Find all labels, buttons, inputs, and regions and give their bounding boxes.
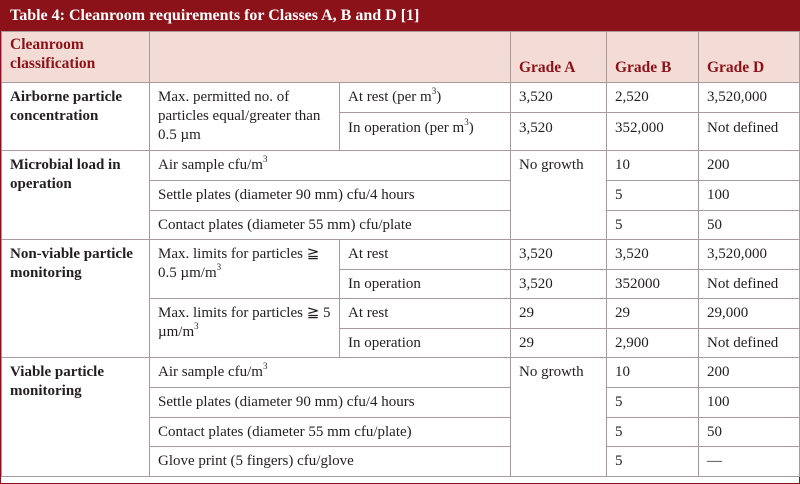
header-grade-d: Grade D (699, 32, 800, 83)
microbial-settle: Settle plates (diameter 90 mm) cfu/4 hours (150, 181, 511, 211)
nonviable-r4-a: 29 (511, 328, 607, 358)
cleanroom-requirements-table (1, 31, 800, 477)
nonviable-r1-b: 3,520 (607, 240, 699, 270)
table-row (2, 240, 800, 270)
table-title: Table 4: Cleanroom requirements for Classes A, B and D [1] (1, 1, 799, 31)
viable-settle-d: 100 (699, 388, 800, 418)
section-microbial-label: Microbial load in operation (2, 151, 150, 240)
viable-contact: Contact plates (diameter 55 mm cfu/plate) (150, 417, 511, 447)
viable-air-d: 200 (699, 358, 800, 388)
nonviable-r3-a: 29 (511, 299, 607, 329)
microbial-grade-a: No growth (511, 151, 607, 240)
viable-air: Air sample cfu/$m^3$ (150, 358, 511, 388)
nonviable-r2-d: Not defined (699, 269, 800, 299)
nonviable-r3-d: 29,000 (699, 299, 800, 329)
microbial-contact-d: 50 (699, 210, 800, 240)
section-nonviable-label: Non-viable particle monitoring (2, 240, 150, 358)
microbial-air-d: 200 (699, 151, 800, 181)
nonviable-r4-state: In operation (340, 328, 511, 358)
nonviable-r1-state: At rest (340, 240, 511, 270)
nonviable-r3-state: At rest (340, 299, 511, 329)
section-viable-label: Viable particle monitoring (2, 358, 150, 477)
microbial-settle-b: 5 (607, 181, 699, 211)
microbial-contact: Contact plates (diameter 55 mm) cfu/plate (150, 210, 511, 240)
nonviable-r4-b: 2,900 (607, 328, 699, 358)
microbial-air-b: 10 (607, 151, 699, 181)
airborne-op-a: 3,520 (511, 113, 607, 151)
header-classification: Cleanroom classification (2, 32, 150, 83)
viable-settle-b: 5 (607, 388, 699, 418)
airborne-desc: Max. permitted no. of particles equal/greater than 0.5 µm (150, 83, 340, 151)
microbial-settle-d: 100 (699, 181, 800, 211)
nonviable-desc-5: Max. limits for particles ≧ 5 $\mu m/m^3$ (150, 299, 340, 358)
header-blank (150, 32, 511, 83)
nonviable-r1-a: 3,520 (511, 240, 607, 270)
airborne-at-rest: At rest (per $m^3$) (340, 83, 511, 113)
microbial-air: Air sample cfu/$m^3$ (150, 151, 511, 181)
header-row (2, 32, 800, 83)
table-row (2, 151, 800, 181)
nonviable-r2-state: In operation (340, 269, 511, 299)
viable-contact-b: 5 (607, 417, 699, 447)
airborne-op-d: Not defined (699, 113, 800, 151)
airborne-rest-b: 2,520 (607, 83, 699, 113)
nonviable-r3-b: 29 (607, 299, 699, 329)
viable-settle: Settle plates (diameter 90 mm) cfu/4 hours (150, 388, 511, 418)
viable-glove-b: 5 (607, 447, 699, 477)
airborne-rest-a: 3,520 (511, 83, 607, 113)
viable-contact-d: 50 (699, 417, 800, 447)
airborne-rest-d: 3,520,000 (699, 83, 800, 113)
viable-glove-d: — (699, 447, 800, 477)
airborne-op-b: 352,000 (607, 113, 699, 151)
microbial-contact-b: 5 (607, 210, 699, 240)
airborne-in-operation: In operation (per $m^3$) (340, 113, 511, 151)
nonviable-r1-d: 3,520,000 (699, 240, 800, 270)
table-row (2, 358, 800, 388)
nonviable-desc-05: Max. limits for particles ≧ 0.5 $\mu m/m^3$ (150, 240, 340, 299)
header-grade-b: Grade B (607, 32, 699, 83)
viable-air-b: 10 (607, 358, 699, 388)
table-row (2, 83, 800, 113)
nonviable-r2-b: 352000 (607, 269, 699, 299)
section-airborne-label: Airborne particle concentration (2, 83, 150, 151)
nonviable-r4-d: Not defined (699, 328, 800, 358)
header-grade-a: Grade A (511, 32, 607, 83)
nonviable-r2-a: 3,520 (511, 269, 607, 299)
viable-glove: Glove print (5 fingers) cfu/glove (150, 447, 511, 477)
viable-grade-a: No growth (511, 358, 607, 477)
